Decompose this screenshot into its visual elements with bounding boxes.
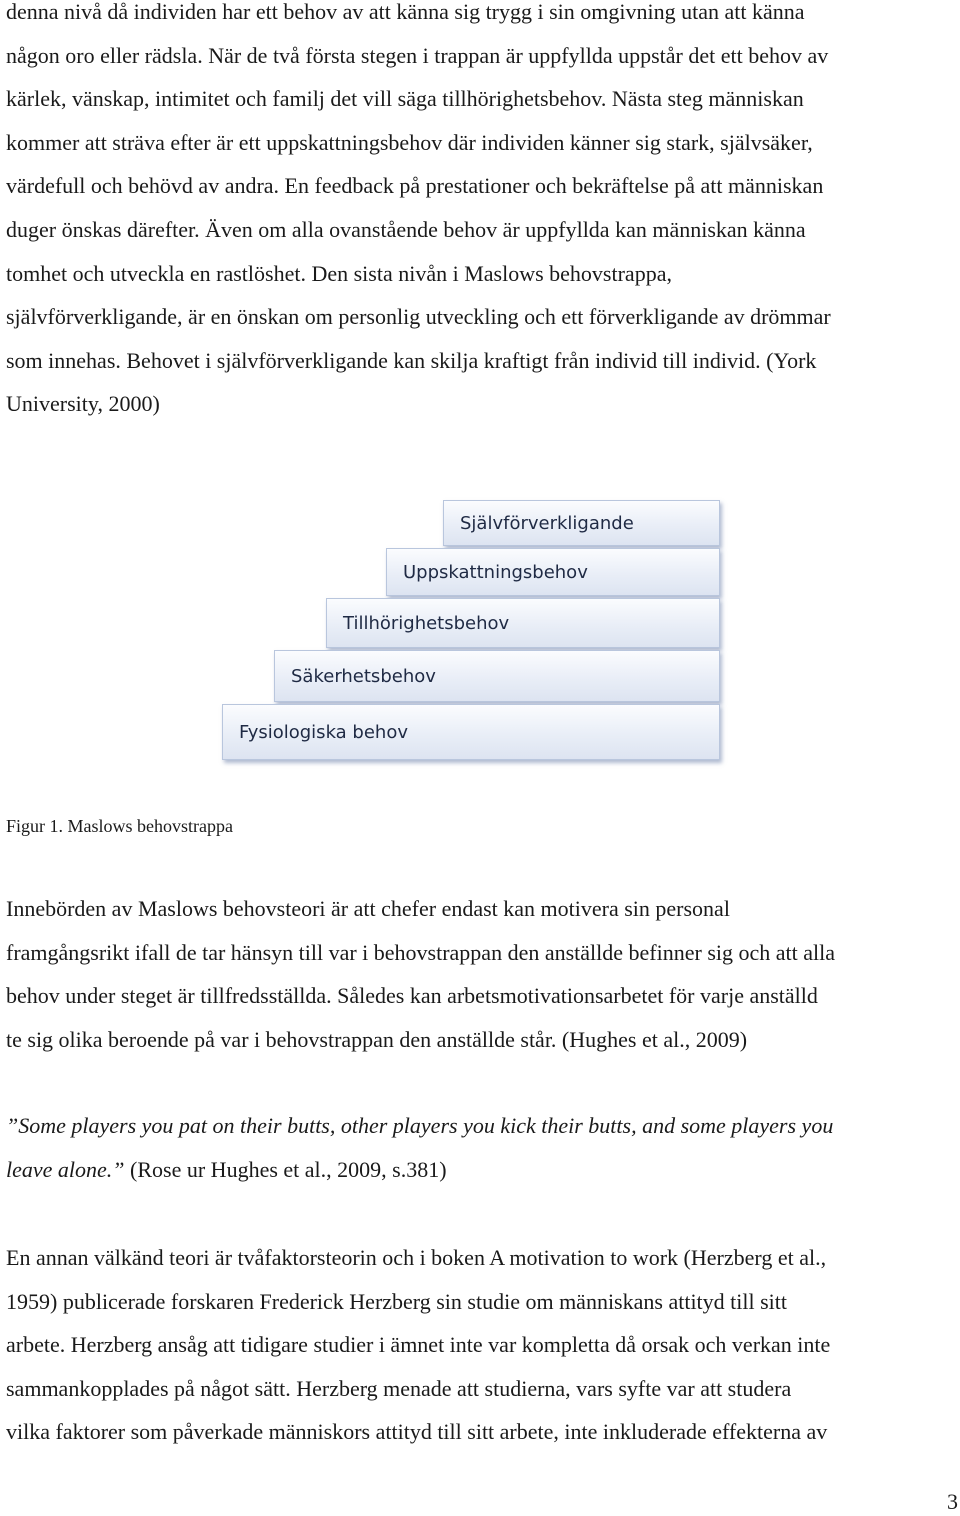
text-line: denna nivå då individen har ett behov av att känna sig trygg i sin omgivning utan att känna: [6, 0, 805, 24]
text-line: Innebörden av Maslows behovsteori är att chefer endast kan motivera sin personal: [6, 896, 730, 921]
text-line: värdefull och behövd av andra. En feedback på prestationer och bekräftelse på att människan: [6, 173, 824, 199]
text-line: 1959) publicerade forskaren Frederick Herzberg sin studie om människans attityd till sitt: [6, 1288, 788, 1314]
text-line: tomhet och utveckla en rastlöshet. Den sista nivån i Maslows behovstrappa,: [6, 260, 672, 286]
text-line: självförverkligande, är en önskan om personlig utveckling och ett förverkligande av drömmar: [6, 304, 831, 330]
text-line: arbete. Herzberg ansåg att tidigare studier i ämnet inte var kompletta då orsak och verkan inte: [6, 1332, 831, 1358]
text-line: som innehas. Behovet i självförverkligande kan skilja kraftigt från individ till individ. (York: [6, 347, 817, 373]
quote-end: leave alone.”: [6, 1156, 125, 1182]
step-belonging: Tillhörighetsbehov: [326, 598, 720, 648]
step-safety: Säkerhetsbehov: [274, 650, 720, 702]
step-physiological: Fysiologiska behov: [222, 704, 720, 760]
text-line: kommer att sträva efter är ett uppskattningsbehov där individen känner sig stark, självsäker,: [6, 129, 813, 155]
text-line: kärlek, vänskap, intimitet och familj det vill säga tillhörighetsbehov. Nästa steg människan: [6, 86, 804, 112]
text-line: University, 2000): [6, 391, 160, 417]
paragraph-maslow-levels: [6, 0, 958, 426]
text-line: behov under steget är tillfredsställda. Således kan arbetsmotivationsarbetet för varje anställd: [6, 983, 818, 1009]
step-esteem: Uppskattningsbehov: [386, 548, 720, 596]
paragraph-herzberg: [6, 1236, 958, 1454]
text-line: framgångsrikt ifall de tar hänsyn till var i behovstrappan den anställde befinner sig och att alla: [6, 939, 836, 965]
figure-caption: Figur 1. Maslows behovstrappa: [6, 816, 233, 836]
text-line: duger önskas därefter. Även om alla ovanstående behov är uppfyllda kan människan känna: [6, 216, 806, 242]
text-line: En annan välkänd teori är tvåfaktorsteorin och i boken A motivation to work (Herzberg et al.,: [6, 1245, 827, 1270]
text-line: vilka faktorer som påverkade människors attityd till sitt arbete, inte inkluderade effekterna av: [6, 1419, 828, 1445]
quote-line: ”Some players you pat on their butts, other players you kick their butts, and some players you: [6, 1113, 834, 1138]
page-number: 3: [947, 1489, 958, 1514]
text-line: te sig olika beroende på var i behovstrappan den anställde står. (Hughes et al., 2009): [6, 1026, 748, 1052]
step-self-actualization: Självförverkligande: [443, 500, 720, 546]
text-line: någon oro eller rädsla. När de två första stegen i trappan är uppfyllda uppstår det ett behov av: [6, 42, 829, 68]
quote-line-2: [6, 1148, 958, 1192]
block-quote: [6, 1104, 958, 1191]
quote-citation: (Rose ur Hughes et al., 2009, s.381): [124, 1156, 447, 1182]
text-line: sammankopplades på något sätt. Herzberg menade att studierna, vars syfte var att studera: [6, 1375, 792, 1401]
paragraph-maslow-implication: [6, 887, 958, 1061]
